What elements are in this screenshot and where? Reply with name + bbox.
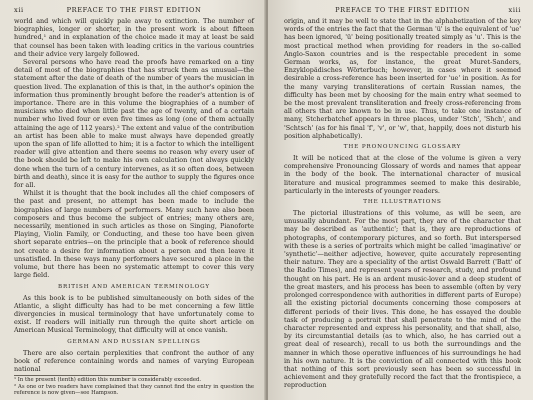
left-paragraph-3: Whilst it is thought that the book includes all the chief composers of the past and present, no attempt has been made to include the biographies of large numbers of performers. Many such have also been composers and thus become the subject of entries; many others are, necessarily, mentioned in such articles as those on Singing, Pianoforte Playing, Violin Family, or Conducting, and these too have been given short separate entries—on the principle that a book of reference should not create a desire for information about a person and then leave it unsatisfied. In these ways many performers have secured a place in the volume, but there has been no systematic attempt to cover this very large field. xyxy=(14,189,254,280)
left-body xyxy=(14,17,254,373)
right-paragraph-1: origin, and it may be well to state that in the alphabetization of the key words of the entries the fact that the German 'ü' is the equivalent of 'ue' has been ignored, 'ü' being positionally treated simply as 'u'. This is the most practical method when providing for readers in the so-called Anglo-Saxon countries and is the respectable precedent in some German works, as, for instance, the great Muret-Sanders, Enzyklopädisches Wörterbuch; however, in cases where it seemed desirable a cross-reference has been inserted for 'ue' in position. As for the many varying transliterations of certain Russian names, the difficulty has been met by choosing for the main entry what seemed to be the most prevalent transliteration and freely cross-referencing from all others that are known to be in use. Thus, to take one instance of many, Stcherbatchef appears in three places, under 'Stch', 'Shch', and 'Schtsch' (as for his final 'f', 'v', or 'w', that, happily, does not disturb his position alphabetically). xyxy=(284,17,521,140)
left-paragraph-4: As this book is to be published simultaneously on both sides of the Atlantic, a slight difficulty has had to be met concerning a few little divergencies in musical terminology that have unfortunately come to exist. If readers will initially run through the quite short article on American Musical Terminology, that difficulty will at once vanish. xyxy=(14,293,254,335)
right-running-title: PREFACE TO THE FIRST EDITION xyxy=(335,6,470,14)
right-paragraph-3: The pictorial illustrations of this volume, as will be seen, are unusually abundant. For the most part, they are of the character that may be described as 'authentic'; that is, they are reproductions of photographs, of contemporary pictures, and so forth. But interspersed with these is a series of portraits which might be called 'imaginative' or 'synthetic'—neither adjective, however, quite accurately representing their nature. They are a speciality of the artist Oswald Barrett ('Batt' of the Radio Times), and represent years of research, study, and profound thought on his part. He is an ardent music-lover and a deep student of the great masters, and his process has been to assemble (often by very prolonged correspondence with authorities in different parts of Europe) all the existing pictorial documents concerning those composers at different periods of their lives. This done, he has essayed the double task of producing a portrait that shall penetrate to the mind of the character represented and express his personality, and that shall, also, by its circumstantial details (as to which, also, he has carried out a great deal of research), recall to us both the surroundings and the manner in which those operative influences of his surroundings he had in his own nature. It is the conviction of all connected with this book that nothing of this sort previously seen has been so successful in achievement and they gratefully record the fact that the frontispiece, a reproduction xyxy=(284,209,521,390)
right-body xyxy=(284,17,521,390)
right-paragraph-2: It will be noticed that at the close of the volume is given a very comprehensive Pronouncing Glossary of words and names that appear in the body of the book. The international character of musical literature and musical programmes seemed to make this desirable, particularly in the interests of younger readers. xyxy=(284,154,521,195)
left-running-title: PREFACE TO THE FIRST EDITION xyxy=(66,6,202,14)
left-page-number: xii xyxy=(14,6,24,14)
left-paragraph-5: There are also certain perplexities that confront the author of any book of reference containing words and names of varying European national xyxy=(14,348,254,373)
right-page xyxy=(268,0,533,400)
footnote-2: ² As one or two readers have complained that they cannot find the entry in question the reference is now given—see Hampson. xyxy=(14,383,254,396)
left-running-head xyxy=(14,6,254,14)
right-running-head xyxy=(284,6,521,14)
left-paragraph-1: world and which will quickly pale away to extinction. The number of biographies, longer or shorter, in the present work is about fifteen hundred,¹ and in explanation of the choice made it may at least be said that counsel has been taken with leading critics in the various countries and their advice very largely followed. xyxy=(14,17,254,58)
heading-german-russian-spellings: GERMAN AND RUSSIAN SPELLINGS xyxy=(67,338,201,345)
footnotes xyxy=(14,375,254,396)
left-paragraph-2: Several persons who have read the proofs have remarked on a tiny detail of most of the biographies that has struck them as unusual—the statement after the date of death of the number of years the musician in question lived. The explanation of this is that, in the author's opinion the information thus prominently brought before the reader's attention is of importance. There are in this volume the biographies of a number of musicians who died when little past the age of twenty, and of a certain number who lived four or even five times as long (one of them actually attaining the age of 112 years).² The extent and value of the contribution an artist has been able to make must always have depended greatly upon the span of life allotted to him; it is a factor to which the intelligent reader will give attention and there seems no reason why every user of the book should be left to make his own calculation (not always quickly done when the turn of a century intervenes, as it so often does, between birth and death), since it is easy for the author to supply the figures once for all. xyxy=(14,58,254,190)
heading-illustrations: THE ILLUSTRATIONS xyxy=(363,199,442,206)
heading-pronouncing-glossary: THE PRONOUNCING GLOSSARY xyxy=(343,144,462,151)
left-page xyxy=(0,0,266,400)
heading-british-american-terminology: BRITISH AND AMERICAN TERMINOLOGY xyxy=(57,283,211,290)
right-page-number: xiii xyxy=(508,6,521,14)
footnote-1: ¹ In the present (tenth) edition this number is considerably exceeded. xyxy=(14,377,202,384)
